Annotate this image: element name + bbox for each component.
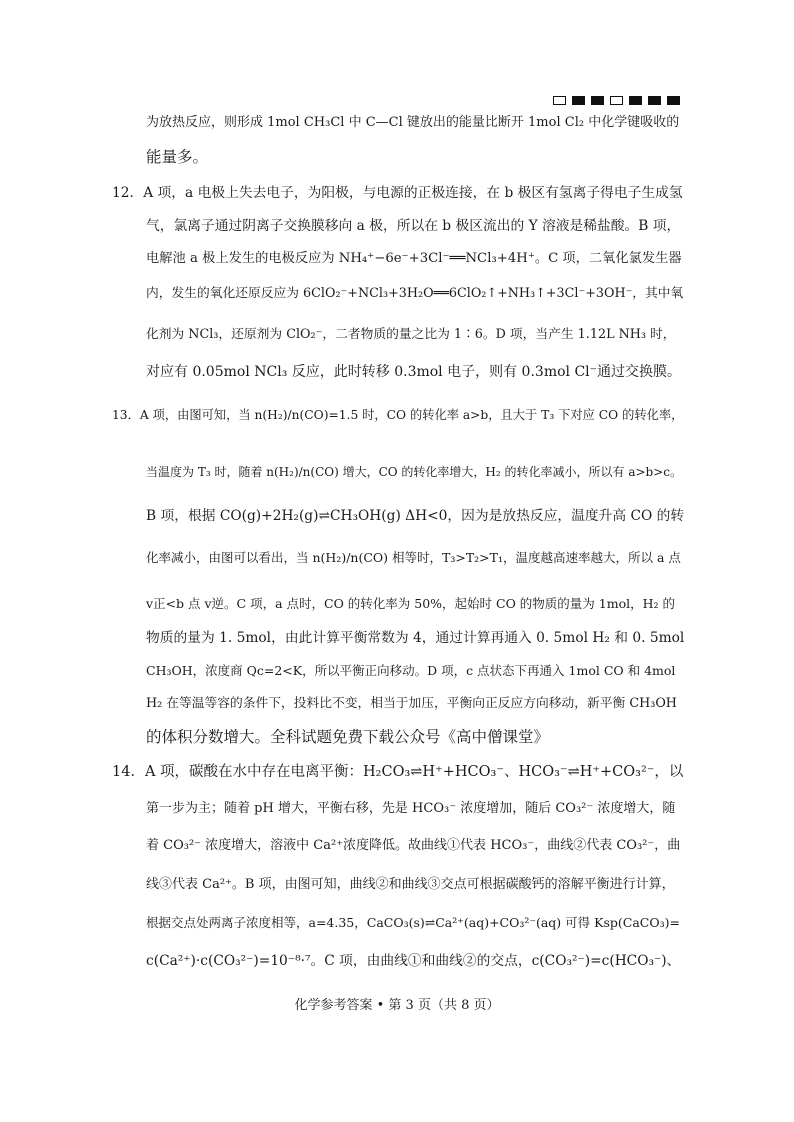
text-line: 12．A 项，a 电极上失去电子，为阳极，与电源的正极连接，在 b 极区有氢离子得电子生成氢 <box>112 185 683 201</box>
text-line: 着 CO₃²⁻ 浓度增大，溶液中 Ca²⁺浓度降低。故曲线①代表 HCO₃⁻，曲线②代表 CO₃²⁻，曲 <box>146 838 681 853</box>
text-line: 能量多。 <box>146 148 209 166</box>
mark-filled <box>648 96 661 105</box>
text-line: H₂ 在等温等容的条件下，投料比不变，相当于加压，平衡向正反应方向移动，新平衡 CH₃OH <box>146 696 677 711</box>
text-line: 当温度为 T₃ 时，随着 n(H₂)/n(CO) 增大，CO 的转化率增大，H₂ 的转化率减小，所以有 a>b>c。 <box>146 465 683 479</box>
mark-filled <box>572 96 585 105</box>
text-line: 线③代表 Ca²⁺。B 项，由图可知，曲线②和曲线③交点可根据碳酸钙的溶解平衡进行计算， <box>146 877 675 892</box>
mark-filled <box>591 96 604 105</box>
text-line: 为放热反应，则形成 1mol CH₃Cl 中 C—Cl 键放出的能量比断开 1mol Cl₂ 中化学键吸收的 <box>146 115 680 130</box>
mark-empty <box>610 96 623 105</box>
text-line: 对应有 0.05mol NCl₃ 反应，此时转移 0.3mol 电子，则有 0.3mol Cl⁻通过交换膜。 <box>146 364 682 380</box>
text-line: CH₃OH，浓度商 Qc=2<K，所以平衡正向移动。D 项，c 点状态下再通入 1mol CO 和 4mol <box>146 663 676 678</box>
text-line: 的体积分数增大。全科试题免费下载公众号《高中僧课堂》 <box>146 728 550 746</box>
text-line: c(Ca²⁺)·c(CO₃²⁻)=10⁻⁸·⁷。C 项，由曲线①和曲线②的交点，c(CO₃²⁻)=c(HCO₃⁻)、 <box>146 953 681 969</box>
text-line: 气，氯离子通过阴离子交换膜移向 a 极，所以在 b 极区流出的 Y 溶液是稀盐酸。B 项， <box>146 218 681 234</box>
text-line: 物质的量为 1. 5mol，由此计算平衡常数为 4，通过计算再通入 0. 5mol H₂ 和 0. 5mol <box>146 630 685 646</box>
text-line: 内，发生的氧化还原反应为 6ClO₂⁻+NCl₃+3H₂O══6ClO₂↑+NH₃↑+3Cl⁻+3OH⁻，其中氧 <box>146 286 684 301</box>
mark-empty <box>553 96 566 105</box>
text-line: 化率减小，由图可以看出，当 n(H₂)/n(CO) 相等时，T₃>T₂>T₁，温度越高速率越大，所以 a 点 <box>146 550 681 565</box>
mark-filled <box>667 96 680 105</box>
text-line: 第一步为主；随着 pH 增大，平衡右移，先是 HCO₃⁻ 浓度增加，随后 CO₃²⁻ 浓度增大，随 <box>146 801 676 816</box>
text-line: 电解池 a 极上发生的电极反应为 NH₄⁺−6e⁻+3Cl⁻══NCl₃+4H⁺。C 项，二氧化氯发生器 <box>146 251 682 266</box>
text-line: 化剂为 NCl₃，还原剂为 ClO₂⁻，二者物质的量之比为 1∶6。D 项，当产生 1.12L NH₃ 时， <box>146 327 676 342</box>
text-line: v正<b 点 v逆。C 项，a 点时，CO 的转化率为 50%，起始时 CO 的物质的量为 1mol，H₂ 的 <box>146 596 675 611</box>
text-line: 根据交点处两离子浓度相等，a=4.35，CaCO₃(s)⇌Ca²⁺(aq)+CO₃²⁻(aq) 可得 Ksp(CaCO₃)= <box>146 915 680 930</box>
text-line: B 项，根据 CO(g)+2H₂(g)⇌CH₃OH(g) ΔH<0，因为是放热反应，温度升高 CO 的转 <box>146 508 685 524</box>
text-line: 13．A 项，由图可知，当 n(H₂)/n(CO)=1.5 时，CO 的转化率 a>b，且大于 T₃ 下对应 CO 的转化率， <box>112 408 684 422</box>
page-footer: 化学参考答案 • 第 3 页（共 8 页） <box>294 998 500 1013</box>
header-marks <box>553 96 680 105</box>
mark-filled <box>629 96 642 105</box>
text-line: 14．A 项，碳酸在水中存在电离平衡：H₂CO₃⇌H⁺+HCO₃⁻、HCO₃⁻⇌H⁺+CO₃²⁻，以 <box>112 764 684 780</box>
